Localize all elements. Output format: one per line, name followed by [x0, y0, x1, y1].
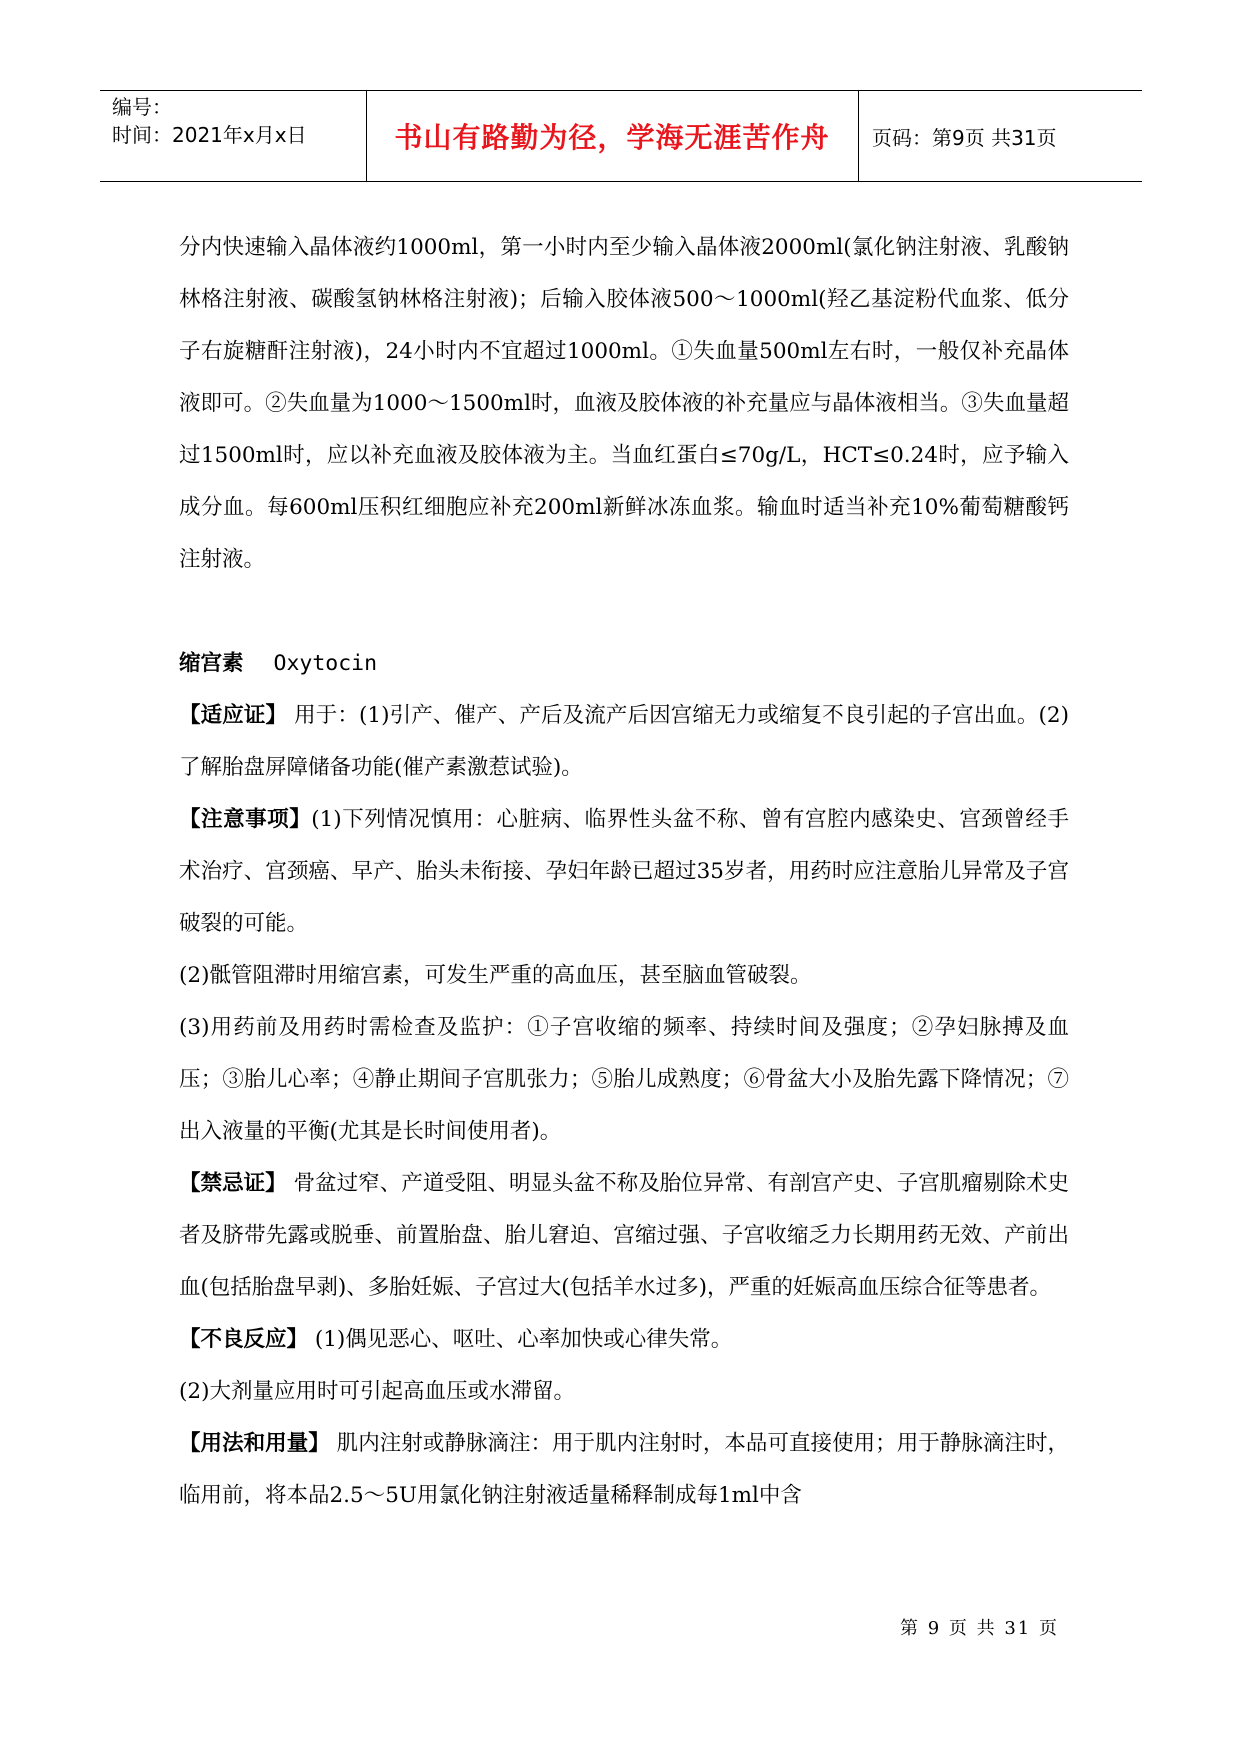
precautions-label: 【注意事项】 [179, 807, 312, 832]
contraindications-paragraph [179, 1158, 1069, 1314]
indications-text: 用于：(1)引产、催产、产后及流产后因宫缩无力或缩复不良引起的子宫出血。(2)了解胎盘屏障储备功能(催产素激惹试验)。 [179, 703, 1069, 780]
header-page-label: 页码：第9页 共31页 [872, 125, 1057, 150]
adverse-label: 【不良反应】 [179, 1327, 309, 1352]
adverse-item-2: (2)大剂量应用时可引起高血压或水滞留。 [179, 1379, 575, 1404]
precautions-item-2: (2)骶管阻滞时用缩宫素，可发生严重的高血压，甚至脑血管破裂。 [179, 963, 812, 988]
indications-label: 【适应证】 [179, 703, 288, 728]
drug-title-cn: 缩宫素 [179, 651, 244, 676]
contraindications-text: 骨盆过窄、产道受阻、明显头盆不称及胎位异常、有剖宫产史、子宫肌瘤剔除术史者及脐带先露或脱垂、前置胎盘、胎儿窘迫、宫缩过强、子宫收缩乏力长期用药无效、产前出血(包括胎盘早剥)、多胎妊娠、子宫过大(包括羊水过多)，严重的妊娠高血压综合征等患者。 [179, 1171, 1069, 1300]
adverse-paragraph [179, 1314, 1069, 1366]
precautions-paragraph [179, 794, 1069, 950]
document-body [179, 222, 1069, 1522]
indications-paragraph [179, 690, 1069, 794]
page-footer: 第 9 页 共 31 页 [900, 1618, 1059, 1639]
usage-text: 肌内注射或静脉滴注：用于肌内注射时，本品可直接使用；用于静脉滴注时，临用前，将本品2.5～5U用氯化钠注射液适量稀释制成每1ml中含 [179, 1431, 1069, 1508]
contraindications-label: 【禁忌证】 [179, 1171, 287, 1196]
header-motto: 书山有路勤为径，学海无涯苦作舟 [394, 121, 830, 154]
document-time-label: 时间：2021年x月x日 [112, 123, 307, 147]
intro-paragraph: 分内快速输入晶体液约1000ml，第一小时内至少输入晶体液2000ml(氯化钠注射液、乳酸钠林格注射液、碳酸氢钠林格注射液)；后输入胶体液500～1000ml(羟乙基淀粉代血浆、低分子右旋糖酐注射液)，24小时内不宜超过1000ml。①失血量500ml左右时，一般仅补充晶体液即可。②失血量为1000～1500ml时，血液及胶体液的补充量应与晶体液相当。③失血量超过1500ml时，应以补充血液及胶体液为主。当血红蛋白≤70g/L，HCT≤0.24时，应予输入成分血。每600ml压积红细胞应补充200ml新鲜冰冻血浆。输血时适当补充10%葡萄糖酸钙注射液。 [179, 235, 1069, 572]
document-number-label: 编号： [112, 95, 172, 119]
usage-label: 【用法和用量】 [179, 1431, 330, 1456]
section-gap [179, 586, 1069, 638]
header-divider-right [858, 91, 859, 181]
drug-title-en: Oxytocin [273, 651, 378, 676]
precautions-item-3: (3)用药前及用药时需检查及监护：①子宫收缩的频率、持续时间及强度；②孕妇脉搏及血压；③胎儿心率；④静止期间子宫肌张力；⑤胎儿成熟度；⑥骨盆大小及胎先露下降情况；⑦出入液量的平衡(尤其是长时间使用者)。 [179, 1015, 1069, 1144]
header-meta [112, 93, 307, 149]
usage-paragraph [179, 1418, 1069, 1522]
precautions-text: (1)下列情况慎用：心脏病、临界性头盆不称、曾有宫腔内感染史、宫颈曾经手术治疗、宫颈癌、早产、胎头未衔接、孕妇年龄已超过35岁者，用药时应注意胎儿异常及子宫破裂的可能。 [179, 807, 1069, 936]
drug-title [179, 638, 1069, 690]
header-table [100, 90, 1142, 182]
adverse-text: (1)偶见恶心、呕吐、心率加快或心律失常。 [308, 1327, 733, 1352]
